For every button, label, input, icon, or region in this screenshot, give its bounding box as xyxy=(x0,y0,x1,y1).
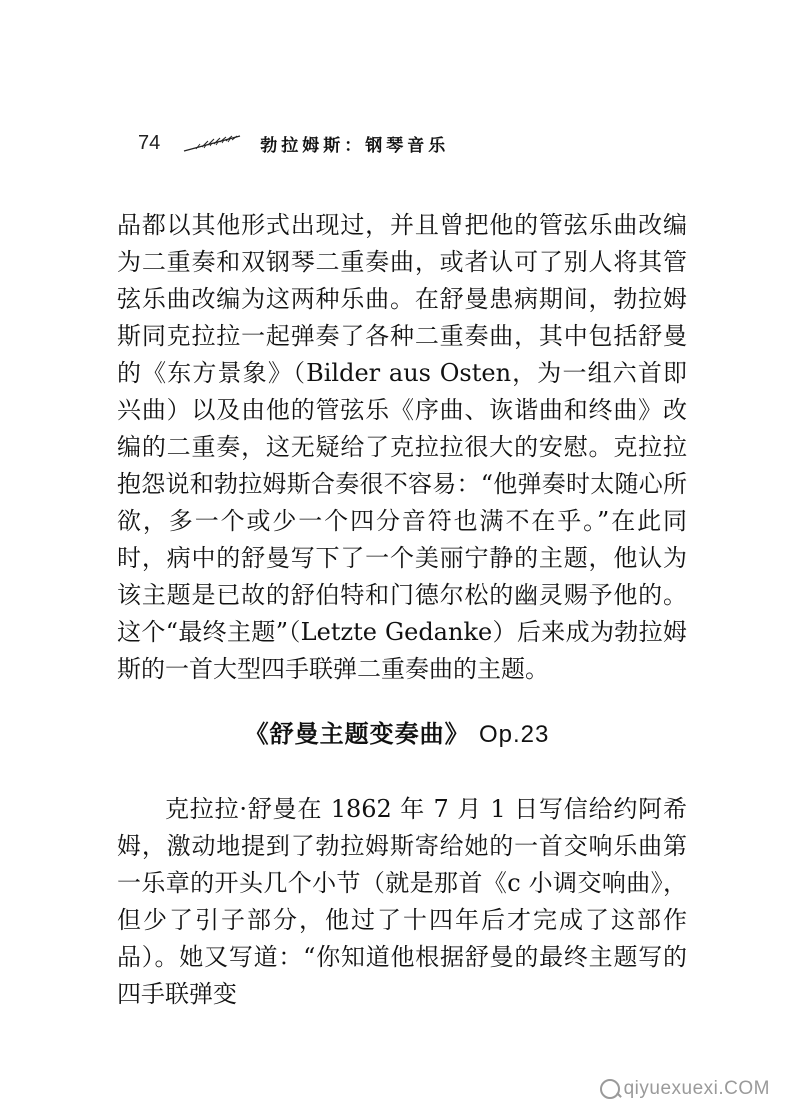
body-paragraph-2: 克拉拉·舒曼在 1862 年 7 月 1 日写信给约阿希姆，激动地提到了勃拉姆斯寄给她的一首交响乐曲第一乐章的开头几个小节（就是那首《c 小调交响曲》，但少了引子部分，他过了十四年后才完成了这部作品）。她又写道：“你知道他根据舒曼的最终主题写的四手联弹变 xyxy=(117,795,687,1008)
magnifier-icon xyxy=(600,1079,620,1099)
section-heading xyxy=(0,714,794,749)
section-title: 《舒曼主题变奏曲》 xyxy=(244,719,470,748)
feather-ornament-icon xyxy=(182,133,242,153)
running-title: 勃拉姆斯：钢琴音乐 xyxy=(260,135,450,156)
page-number: 74 xyxy=(138,131,161,154)
body-paragraph-1: 品都以其他形式出现过，并且曾把他的管弦乐曲改编为二重奏和双钢琴二重奏曲，或者认可了别人将其管弦乐曲改编为这两种乐曲。在舒曼患病期间，勃拉姆斯同克拉拉一起弹奏了各种二重奏曲，其中包括舒曼的《东方景象》（Bilder aus Osten，为一组六首即兴曲）以及由他的管弦乐《序曲、诙谐曲和终曲》改编的二重奏，这无疑给了克拉拉很大的安慰。克拉拉抱怨说和勃拉姆斯合奏很不容易：“他弹奏时太随心所欲，多一个或少一个四分音符也满不在乎。”在此同时，病中的舒曼写下了一个美丽宁静的主题，他认为该主题是已故的舒伯特和门德尔松的幽灵赐予他的。这个“最终主题”（Letzte Gedanke）后来成为勃拉姆斯的一首大型四手联弹二重奏曲的主题。 xyxy=(117,211,687,683)
page-header xyxy=(138,128,449,158)
site-watermark xyxy=(600,1078,770,1100)
section-opus: Op.23 xyxy=(478,721,550,748)
watermark-text: qiyuexuexi.COM xyxy=(623,1078,770,1099)
